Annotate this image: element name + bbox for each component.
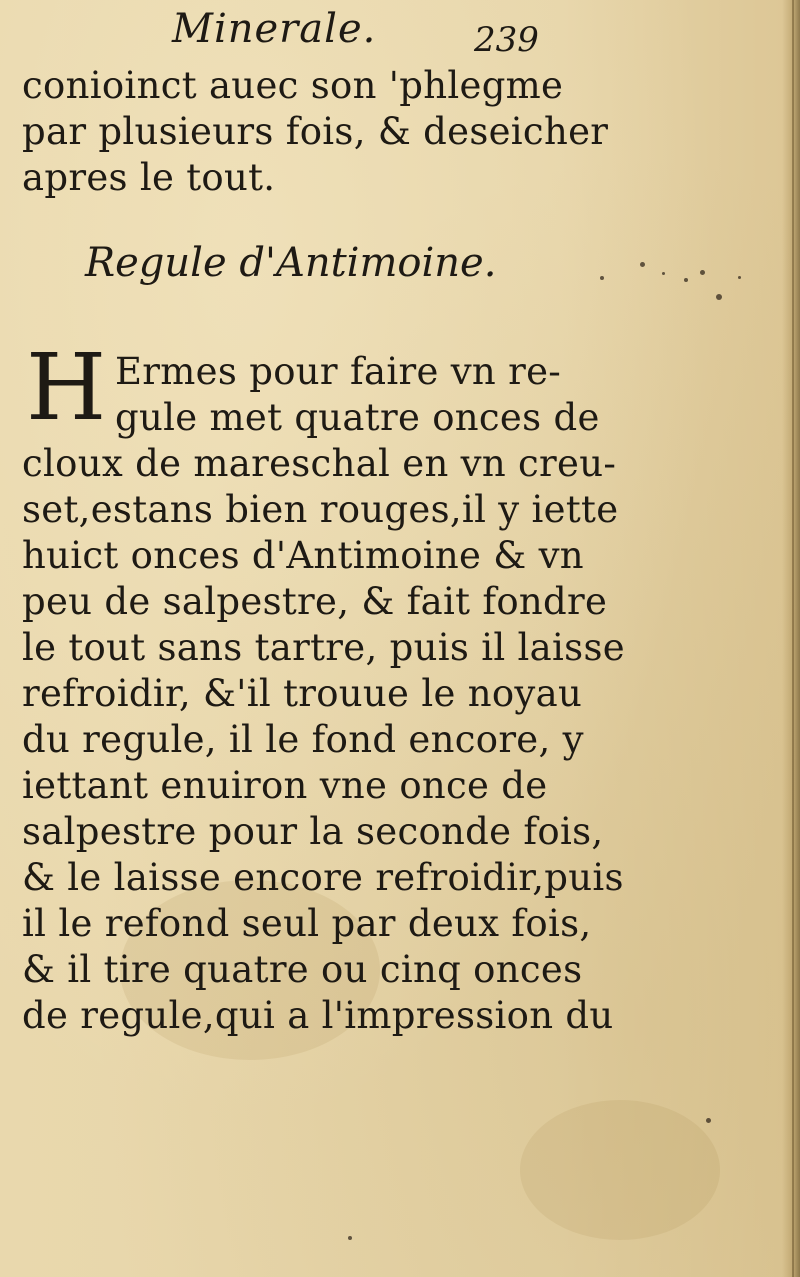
- ink-speck: [706, 1118, 711, 1123]
- paper-stain: [520, 1100, 720, 1240]
- ink-speck: [600, 276, 604, 280]
- text-line: cloux de mareschal en vn creu-: [22, 442, 617, 485]
- ink-speck: [716, 294, 722, 300]
- text-line: de regule,qui a l'impression du: [22, 994, 614, 1037]
- text-line: le tout sans tartre, puis il laisse: [22, 626, 625, 669]
- text-line: conioinct auec son 'phlegme: [22, 64, 564, 107]
- text-line: huict onces d'Antimoine & vn: [22, 534, 584, 577]
- ink-speck: [640, 262, 645, 267]
- text-line: set,estans bien rouges,il y iette: [22, 488, 619, 531]
- text-line: salpestre pour la seconde fois,: [22, 810, 604, 853]
- running-header: Minerale.: [172, 6, 377, 52]
- ink-speck: [700, 270, 705, 275]
- drop-cap: H: [26, 334, 107, 441]
- text-line: par plusieurs fois, & deseicher: [22, 110, 609, 153]
- text-line: il le refond seul par deux fois,: [22, 902, 592, 945]
- text-line: iettant enuiron vne once de: [22, 764, 548, 807]
- ink-speck: [348, 1236, 352, 1240]
- text-line: & le laisse encore refroidir,puis: [22, 856, 624, 899]
- page-number: 239: [474, 20, 539, 60]
- page-edge-line: [792, 0, 794, 1277]
- ink-speck: [684, 278, 688, 282]
- page-edge: [782, 0, 800, 1277]
- text-line: gule met quatre onces de: [115, 396, 600, 439]
- text-line: du regule, il le fond encore, y: [22, 718, 584, 761]
- text-line: peu de salpestre, & fait fondre: [22, 580, 608, 623]
- text-line: refroidir, &'il trouue le noyau: [22, 672, 583, 715]
- ink-speck: [738, 276, 741, 279]
- section-title: Regule d'Antimoine.: [85, 240, 497, 286]
- text-line: apres le tout.: [22, 156, 276, 199]
- ink-speck: [662, 272, 665, 275]
- text-line: Ermes pour faire vn re-: [115, 350, 562, 393]
- text-line: & il tire quatre ou cinq onces: [22, 948, 583, 991]
